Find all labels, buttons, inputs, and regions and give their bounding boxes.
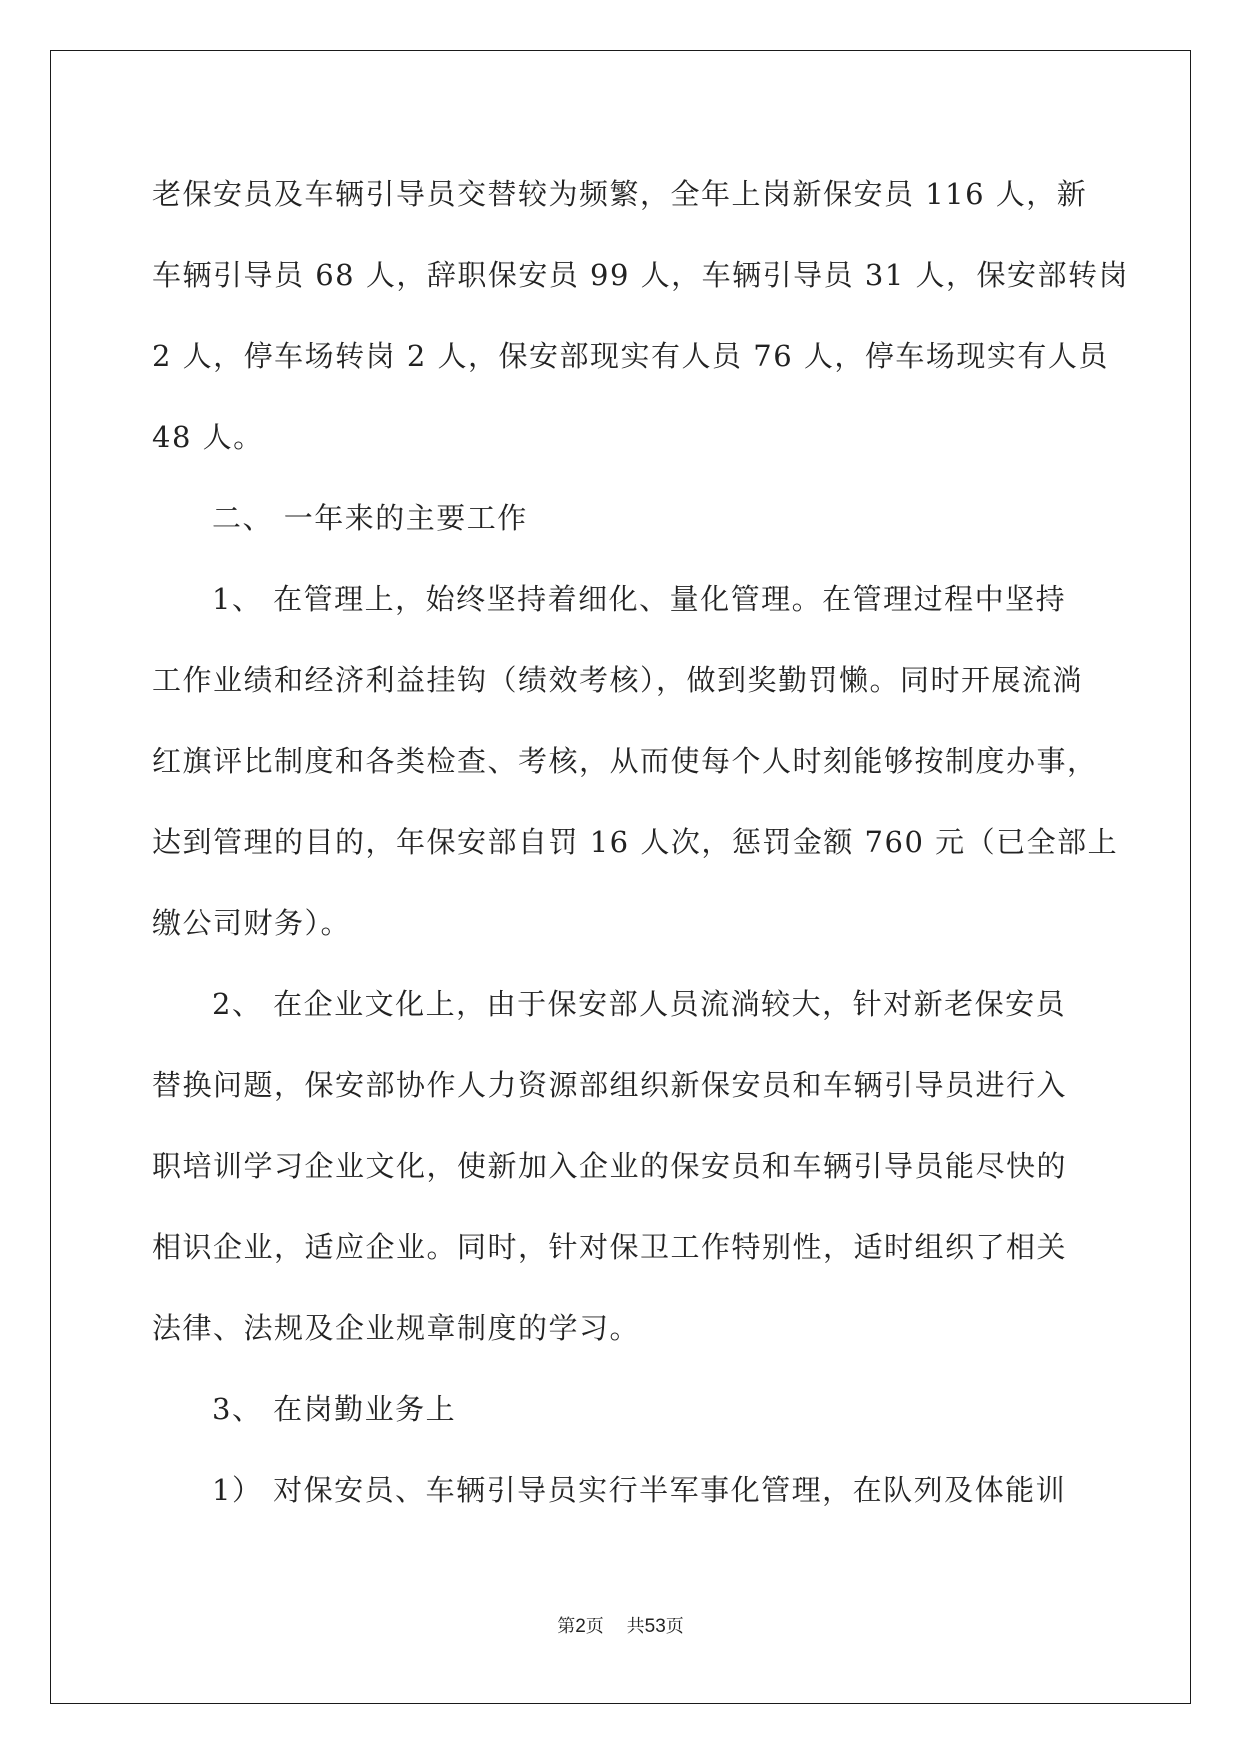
- paragraph-line: 达到管理的目的，年保安部自罚 16 人次，惩罚金额 760 元（已全部上: [152, 825, 1119, 859]
- paragraph-line: 2 人，停车场转岗 2 人，保安部现实有人员 76 人，停车场现实有人员: [152, 339, 1109, 373]
- page-footer: [0, 1612, 1241, 1638]
- paragraph-line: 工作业绩和经济利益挂钩（绩效考核），做到奖勤罚懒。同时开展流淌: [152, 663, 1084, 697]
- footer-page-prefix: 第: [557, 1616, 576, 1637]
- paragraph-line: 法律、法规及企业规章制度的学习。: [152, 1311, 641, 1345]
- footer-page-number: 2: [575, 1616, 586, 1637]
- paragraph-line: 48 人。: [152, 420, 264, 454]
- paragraph-line: 职培训学习企业文化，使新加入企业的保安员和车辆引导员能尽快的: [152, 1149, 1068, 1183]
- paragraph-line: 车辆引导员 68 人，辞职保安员 99 人，车辆引导员 31 人，保安部转岗: [152, 258, 1130, 292]
- section-heading: 二、 一年来的主要工作: [212, 501, 528, 535]
- footer-total-prefix: 共: [626, 1616, 645, 1637]
- footer-total-pages: 53: [644, 1616, 666, 1637]
- footer-page-suffix: 页: [585, 1616, 604, 1637]
- paragraph-line: 替换问题，保安部协作人力资源部组织新保安员和车辆引导员进行入: [152, 1068, 1068, 1102]
- paragraph-line: 缴公司财务）。: [152, 906, 352, 940]
- section-heading: 3、 在岗勤业务上: [212, 1392, 457, 1426]
- paragraph-line: 1、 在管理上，始终坚持着细化、量化管理。在管理过程中坚持: [212, 582, 1067, 616]
- paragraph-line: 2、 在企业文化上，由于保安部人员流淌较大，针对新老保安员: [212, 987, 1067, 1021]
- paragraph-line: 红旗评比制度和各类检查、考核，从而使每个人时刻能够按制度办事，: [152, 744, 1098, 778]
- paragraph-line: 老保安员及车辆引导员交替较为频繁，全年上岗新保安员 116 人，新: [152, 177, 1088, 211]
- paragraph-line: 相识企业，适应企业。同时，针对保卫工作特别性，适时组织了相关: [152, 1230, 1068, 1264]
- page-border: [50, 50, 1191, 1704]
- paragraph-line: 1） 对保安员、车辆引导员实行半军事化管理，在队列及体能训: [212, 1473, 1067, 1507]
- footer-total-suffix: 页: [665, 1616, 684, 1637]
